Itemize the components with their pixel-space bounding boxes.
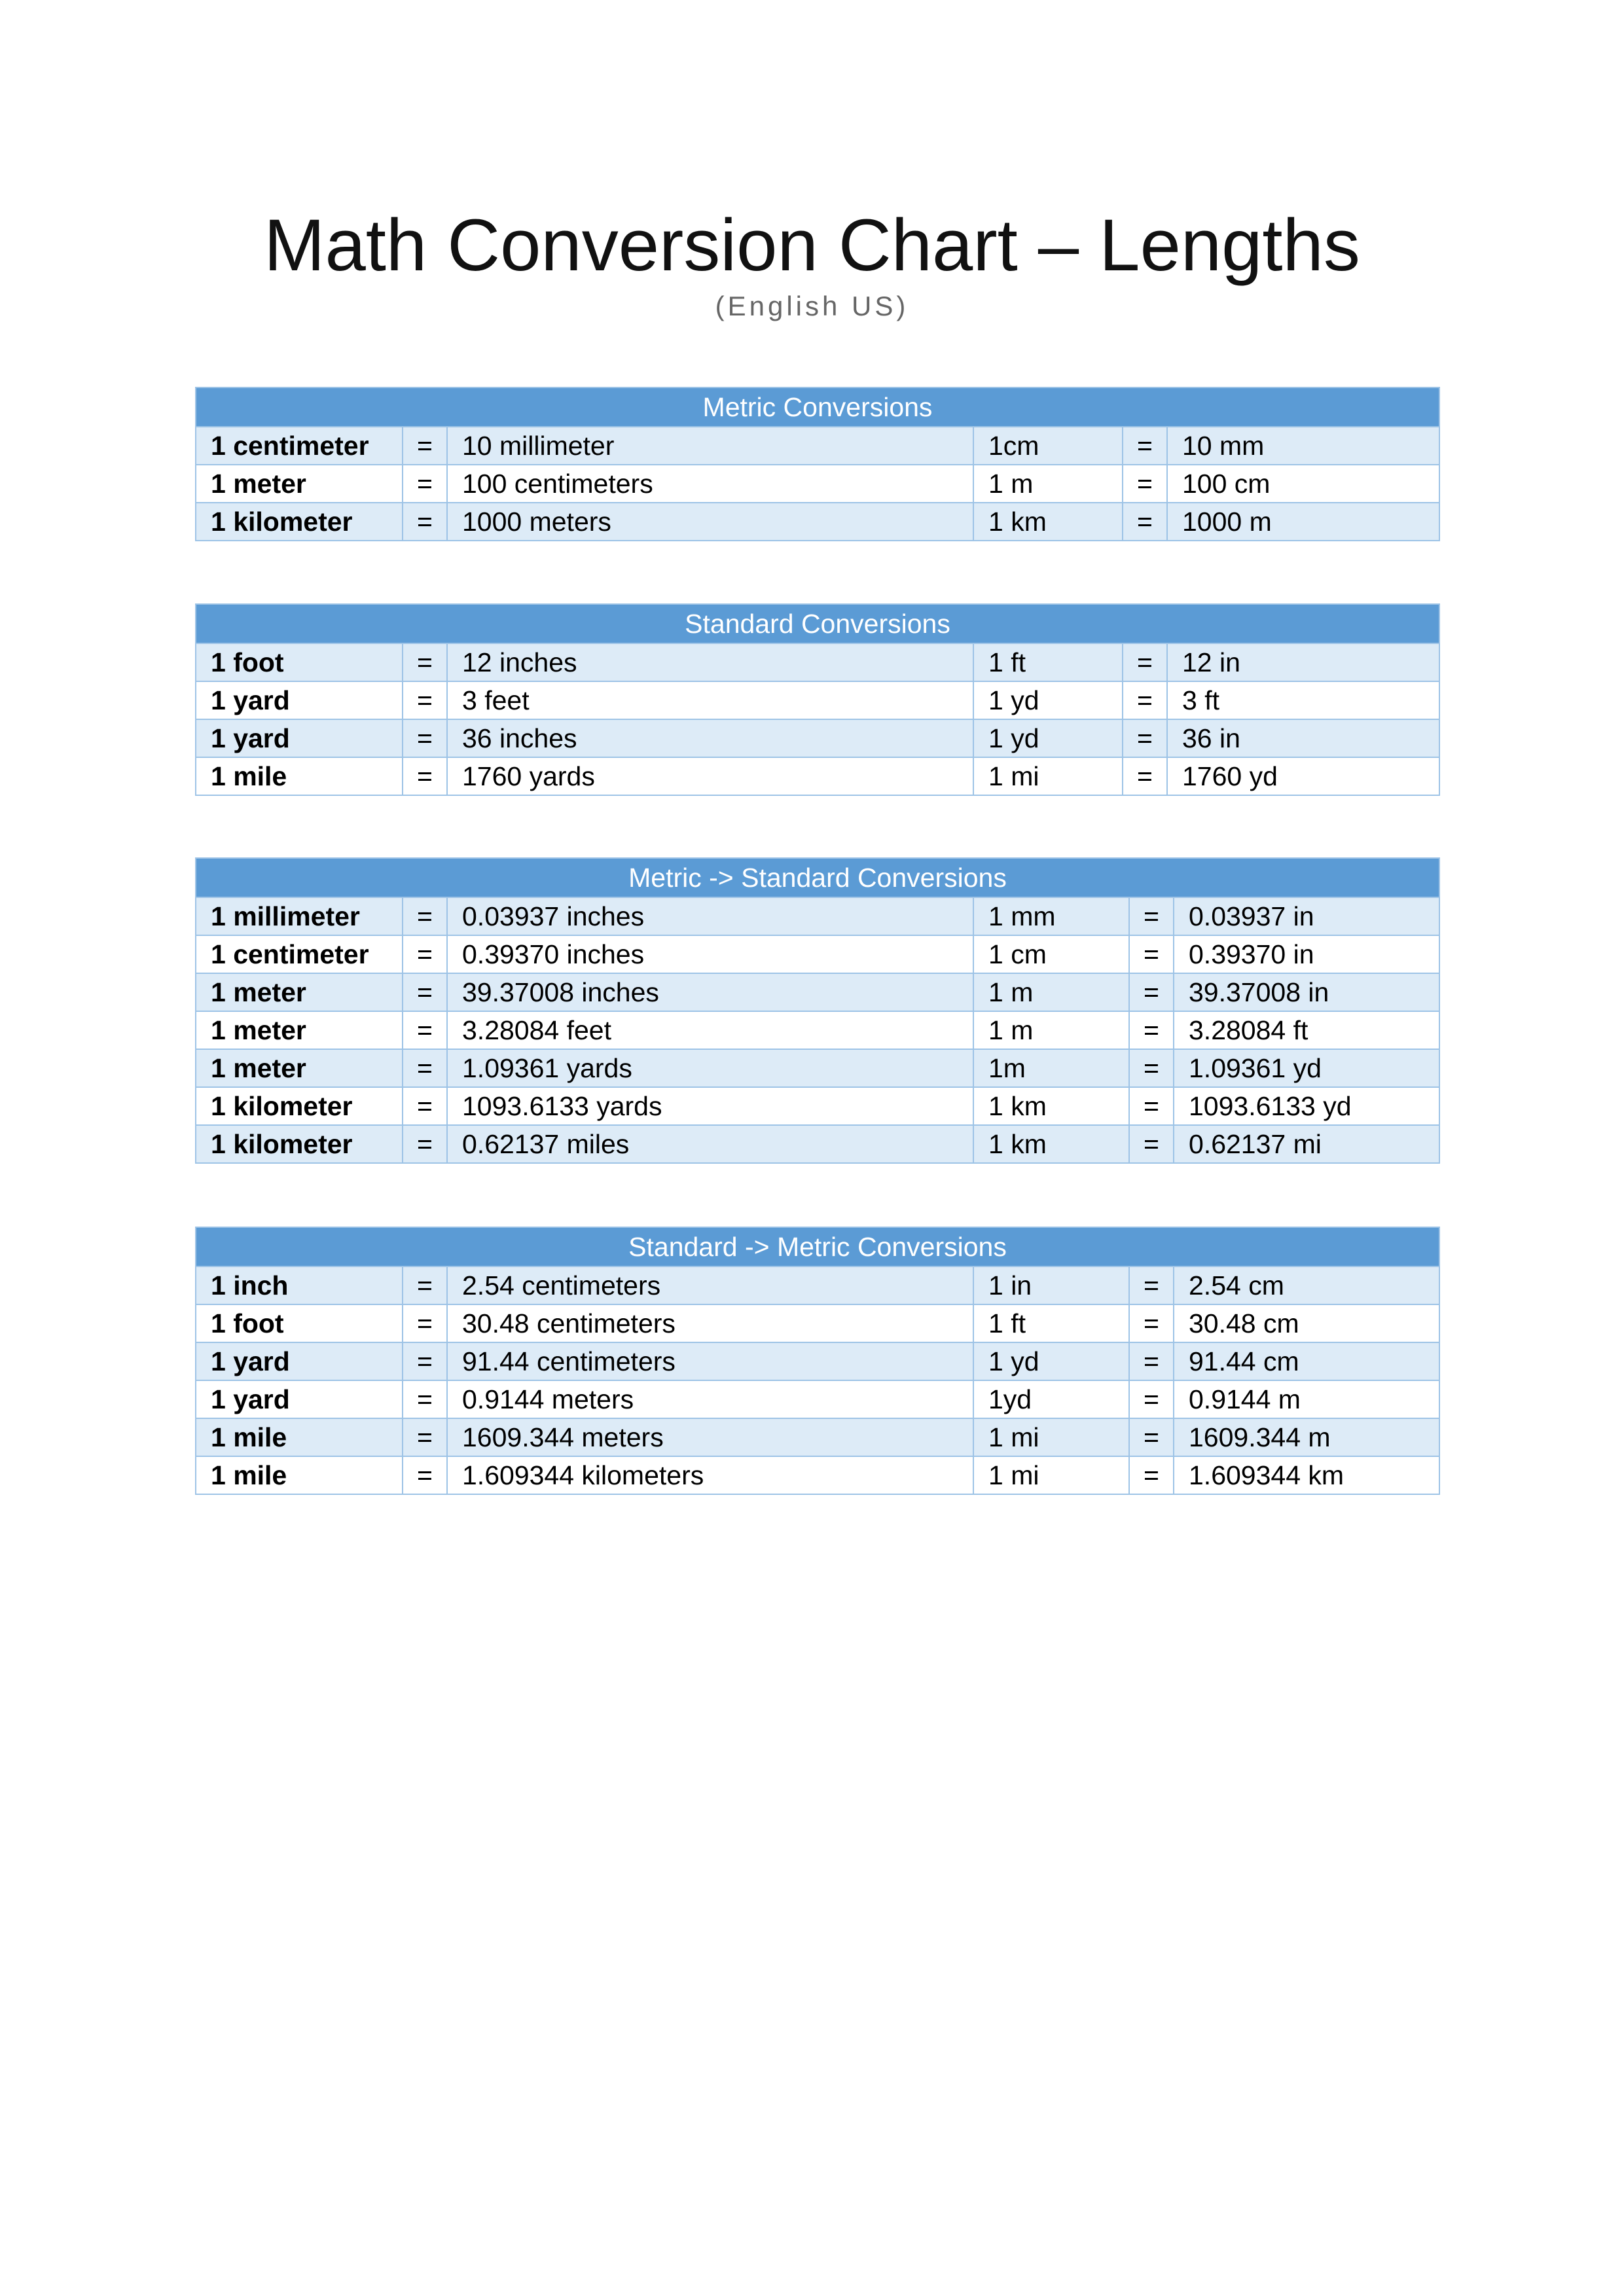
equals-sign: = (1129, 1380, 1174, 1418)
page-title: Math Conversion Chart – Lengths (264, 204, 1360, 286)
table-row (196, 1456, 1439, 1494)
unit-abbr: 1 mi (973, 1456, 1129, 1494)
unit-value: 12 inches (447, 643, 973, 681)
table-row (196, 973, 1439, 1011)
unit-value: 3.28084 feet (447, 1011, 973, 1049)
unit-abbr: 1m (973, 1049, 1129, 1087)
unit-name: 1 yard (196, 681, 403, 719)
page-subtitle: (English US) (715, 291, 909, 321)
unit-abbr-value: 36 in (1167, 719, 1439, 757)
equals-sign: = (403, 1304, 447, 1342)
unit-abbr-value: 91.44 cm (1174, 1342, 1439, 1380)
equals-sign: = (403, 973, 447, 1011)
unit-name: 1 meter (196, 465, 403, 503)
unit-name: 1 centimeter (196, 935, 403, 973)
unit-abbr-value: 1093.6133 yd (1174, 1087, 1439, 1125)
unit-value: 3 feet (447, 681, 973, 719)
table-row (196, 1304, 1439, 1342)
unit-name: 1 yard (196, 1342, 403, 1380)
equals-sign: = (1129, 1011, 1174, 1049)
equals-sign: = (403, 1456, 447, 1494)
equals-sign: = (1123, 643, 1167, 681)
unit-abbr-value: 0.39370 in (1174, 935, 1439, 973)
equals-sign: = (1129, 973, 1174, 1011)
unit-abbr-value: 30.48 cm (1174, 1304, 1439, 1342)
unit-abbr: 1 m (973, 1011, 1129, 1049)
equals-sign: = (403, 935, 447, 973)
unit-name: 1 kilometer (196, 1125, 403, 1163)
unit-value: 1.609344 kilometers (447, 1456, 973, 1494)
unit-value: 0.03937 inches (447, 897, 973, 935)
table-heading: Standard Conversions (196, 604, 1439, 643)
unit-value: 30.48 centimeters (447, 1304, 973, 1342)
unit-name: 1 meter (196, 1011, 403, 1049)
table-row (196, 1342, 1439, 1380)
unit-value: 1000 meters (447, 503, 973, 541)
equals-sign: = (1123, 427, 1167, 465)
table-heading: Standard -> Metric Conversions (196, 1227, 1439, 1266)
unit-name: 1 kilometer (196, 503, 403, 541)
table-row (196, 427, 1439, 465)
unit-value: 1.09361 yards (447, 1049, 973, 1087)
unit-abbr-value: 12 in (1167, 643, 1439, 681)
equals-sign: = (403, 1087, 447, 1125)
unit-value: 2.54 centimeters (447, 1266, 973, 1304)
equals-sign: = (403, 1125, 447, 1163)
unit-abbr: 1 mi (973, 1418, 1129, 1456)
table-row (196, 1049, 1439, 1087)
equals-sign: = (403, 1049, 447, 1087)
equals-sign: = (403, 465, 447, 503)
equals-sign: = (403, 719, 447, 757)
unit-abbr-value: 1760 yd (1167, 757, 1439, 795)
unit-abbr-value: 3.28084 ft (1174, 1011, 1439, 1049)
unit-value: 100 centimeters (447, 465, 973, 503)
equals-sign: = (1129, 1342, 1174, 1380)
unit-abbr: 1 ft (973, 643, 1123, 681)
equals-sign: = (1123, 719, 1167, 757)
unit-name: 1 mile (196, 757, 403, 795)
table-heading: Metric Conversions (196, 387, 1439, 427)
unit-abbr: 1cm (973, 427, 1123, 465)
equals-sign: = (1129, 1266, 1174, 1304)
table-row (196, 465, 1439, 503)
unit-abbr: 1 km (973, 1125, 1129, 1163)
table-row (196, 757, 1439, 795)
unit-value: 10 millimeter (447, 427, 973, 465)
unit-abbr-value: 1.09361 yd (1174, 1049, 1439, 1087)
unit-abbr: 1 mm (973, 897, 1129, 935)
unit-value: 91.44 centimeters (447, 1342, 973, 1380)
equals-sign: = (1123, 681, 1167, 719)
equals-sign: = (403, 1266, 447, 1304)
unit-value: 1093.6133 yards (447, 1087, 973, 1125)
equals-sign: = (403, 643, 447, 681)
unit-abbr-value: 1000 m (1167, 503, 1439, 541)
unit-abbr: 1 km (973, 503, 1123, 541)
equals-sign: = (1129, 1087, 1174, 1125)
unit-abbr: 1 m (973, 973, 1129, 1011)
equals-sign: = (403, 1011, 447, 1049)
unit-abbr: 1 yd (973, 1342, 1129, 1380)
unit-abbr: 1 yd (973, 719, 1123, 757)
equals-sign: = (403, 1380, 447, 1418)
unit-name: 1 kilometer (196, 1087, 403, 1125)
unit-abbr: 1 mi (973, 757, 1123, 795)
unit-abbr-value: 2.54 cm (1174, 1266, 1439, 1304)
table-row (196, 1087, 1439, 1125)
unit-name: 1 foot (196, 1304, 403, 1342)
unit-abbr-value: 1609.344 m (1174, 1418, 1439, 1456)
table-row (196, 1266, 1439, 1304)
unit-name: 1 centimeter (196, 427, 403, 465)
unit-value: 0.62137 miles (447, 1125, 973, 1163)
unit-name: 1 meter (196, 973, 403, 1011)
table-row (196, 719, 1439, 757)
table-row (196, 1125, 1439, 1163)
equals-sign: = (1123, 503, 1167, 541)
unit-name: 1 millimeter (196, 897, 403, 935)
unit-abbr: 1 ft (973, 1304, 1129, 1342)
standard-conversions-table (195, 603, 1440, 796)
unit-name: 1 inch (196, 1266, 403, 1304)
unit-abbr: 1 in (973, 1266, 1129, 1304)
equals-sign: = (1129, 1418, 1174, 1456)
table-row (196, 935, 1439, 973)
standard-to-metric-table (195, 1227, 1440, 1495)
table-row (196, 1380, 1439, 1418)
unit-abbr-value: 0.03937 in (1174, 897, 1439, 935)
equals-sign: = (403, 681, 447, 719)
equals-sign: = (1129, 1049, 1174, 1087)
equals-sign: = (1129, 1304, 1174, 1342)
unit-value: 0.9144 meters (447, 1380, 973, 1418)
unit-abbr-value: 1.609344 km (1174, 1456, 1439, 1494)
unit-abbr: 1yd (973, 1380, 1129, 1418)
unit-abbr-value: 3 ft (1167, 681, 1439, 719)
equals-sign: = (403, 503, 447, 541)
table-row (196, 1418, 1439, 1456)
table-row (196, 681, 1439, 719)
table-heading: Metric -> Standard Conversions (196, 858, 1439, 897)
equals-sign: = (1129, 897, 1174, 935)
unit-value: 1609.344 meters (447, 1418, 973, 1456)
unit-abbr: 1 m (973, 465, 1123, 503)
unit-name: 1 yard (196, 1380, 403, 1418)
unit-abbr-value: 39.37008 in (1174, 973, 1439, 1011)
equals-sign: = (403, 1342, 447, 1380)
equals-sign: = (403, 757, 447, 795)
unit-name: 1 mile (196, 1418, 403, 1456)
equals-sign: = (1123, 757, 1167, 795)
unit-abbr: 1 km (973, 1087, 1129, 1125)
equals-sign: = (1129, 935, 1174, 973)
unit-value: 1760 yards (447, 757, 973, 795)
unit-value: 0.39370 inches (447, 935, 973, 973)
equals-sign: = (403, 897, 447, 935)
equals-sign: = (1123, 465, 1167, 503)
table-row (196, 1011, 1439, 1049)
metric-to-standard-table (195, 857, 1440, 1164)
unit-abbr-value: 10 mm (1167, 427, 1439, 465)
table-row (196, 643, 1439, 681)
equals-sign: = (403, 427, 447, 465)
table-row (196, 897, 1439, 935)
unit-name: 1 meter (196, 1049, 403, 1087)
equals-sign: = (1129, 1456, 1174, 1494)
table-row (196, 503, 1439, 541)
metric-conversions-table (195, 387, 1440, 541)
unit-name: 1 yard (196, 719, 403, 757)
unit-abbr: 1 cm (973, 935, 1129, 973)
unit-abbr-value: 0.62137 mi (1174, 1125, 1439, 1163)
unit-name: 1 foot (196, 643, 403, 681)
unit-value: 39.37008 inches (447, 973, 973, 1011)
equals-sign: = (403, 1418, 447, 1456)
unit-abbr-value: 100 cm (1167, 465, 1439, 503)
unit-abbr: 1 yd (973, 681, 1123, 719)
unit-abbr-value: 0.9144 m (1174, 1380, 1439, 1418)
unit-name: 1 mile (196, 1456, 403, 1494)
equals-sign: = (1129, 1125, 1174, 1163)
unit-value: 36 inches (447, 719, 973, 757)
